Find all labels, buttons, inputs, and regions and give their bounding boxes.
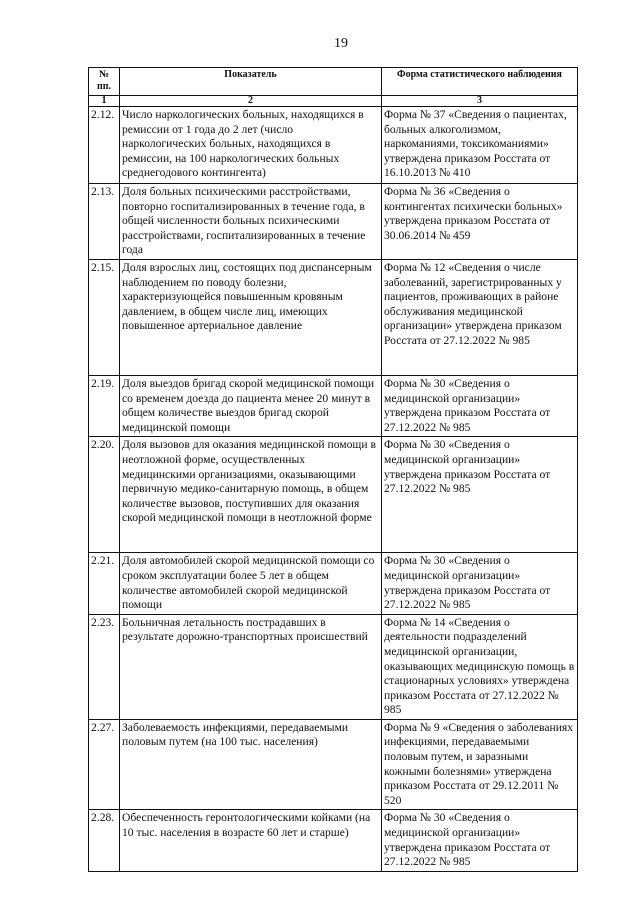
row-form: Форма № 14 «Сведения о деятельности подразделений медицинской организации, оказывающих медицинскую помощь в стационарных условиях» утверждена приказом Росстата от 27.12.2022 № 985 [382, 614, 578, 719]
table-row [89, 553, 578, 614]
column-number-1: 1 [89, 96, 120, 107]
table-row [89, 375, 578, 436]
row-indicator: Заболеваемость инфекциями, передаваемыми половым путем (на 100 тыс. населения) [120, 719, 382, 810]
indicators-table [88, 67, 578, 872]
row-form: Форма № 30 «Сведения о медицинской организации» утверждена приказом Росстата от 27.12.2022 № 985 [382, 553, 578, 614]
column-number-row [89, 96, 578, 107]
row-indicator: Обеспеченность геронтологическими койками (на 10 тыс. населения в возрасте 60 лет и старше) [120, 810, 382, 871]
row-indicator: Доля вызовов для оказания медицинской помощи в неотложной форме, осуществленных медицинскими организациями, оказывающими первичную медико-санитарную помощь, в общем количестве вызовов, поступивших для оказания скорой медицинской помощи в неотложной форме [120, 437, 382, 553]
row-form: Форма № 9 «Сведения о заболеваниях инфекциями, передаваемыми половым путем, и заразными кожными болезнями» утверждена приказом Росстата от 29.12.2011 № 520 [382, 719, 578, 810]
header-indicator: Показатель [120, 68, 382, 96]
row-number: 2.15. [89, 259, 120, 375]
row-form: Форма № 12 «Сведения о числе заболеваний, зарегистрированных у пациентов, проживающих в районе обслуживания медицинской организации» утверждена приказом Росстата от 27.12.2022 № 985 [382, 259, 578, 375]
row-indicator: Число наркологических больных, находящихся в ремиссии от 1 года до 2 лет (число наркологических больных, находящихся в ремиссии, на 100 наркологических больных среднегодового контингента) [120, 107, 382, 184]
row-number: 2.21. [89, 553, 120, 614]
table-header-row [89, 68, 578, 96]
table-row [89, 719, 578, 810]
header-form: Форма статистического наблюдения [382, 68, 578, 96]
table-row [89, 614, 578, 719]
row-number: 2.13. [89, 184, 120, 260]
row-indicator: Доля выездов бригад скорой медицинской помощи со временем доезда до пациента менее 20 минут в общем количестве выездов бригад скорой медицинской помощи [120, 375, 382, 436]
row-indicator: Доля взрослых лиц, состоящих под диспансерным наблюдением по поводу болезни, характеризующейся повышенным кровяным давлением, в общем числе лиц, имеющих повышенное артериальное давление [120, 259, 382, 375]
row-form: Форма № 36 «Сведения о контингентах психически больных» утверждена приказом Росстата от 30.06.2014 № 459 [382, 184, 578, 260]
row-form: Форма № 30 «Сведения о медицинской организации» утверждена приказом Росстата от 27.12.2022 № 985 [382, 810, 578, 871]
table-row [89, 184, 578, 260]
row-indicator: Больничная летальность пострадавших в результате дорожно-транспортных происшествий [120, 614, 382, 719]
row-form: Форма № 30 «Сведения о медицинской организации» утверждена приказом Росстата от 27.12.2022 № 985 [382, 375, 578, 436]
table-row [89, 259, 578, 375]
indicators-table-body [89, 68, 578, 872]
column-number-2: 2 [120, 96, 382, 107]
row-indicator: Доля автомобилей скорой медицинской помощи со сроком эксплуатации более 5 лет в общем количестве автомобилей скорой медицинской помощи [120, 553, 382, 614]
column-number-3: 3 [382, 96, 578, 107]
row-number: 2.23. [89, 614, 120, 719]
row-form: Форма № 37 «Сведения о пациентах, больных алкоголизмом, наркоманиями, токсикоманиями» утверждена приказом Росстата от 16.10.2013 № 410 [382, 107, 578, 184]
table-row [89, 810, 578, 871]
row-number: 2.28. [89, 810, 120, 871]
table-row [89, 107, 578, 184]
table-row [89, 437, 578, 553]
row-form: Форма № 30 «Сведения о медицинской организации» утверждена приказом Росстата от 27.12.2022 № 985 [382, 437, 578, 553]
row-number: 2.27. [89, 719, 120, 810]
row-number: 2.20. [89, 437, 120, 553]
page-number: 19 [334, 36, 348, 51]
row-number: 2.19. [89, 375, 120, 436]
row-indicator: Доля больных психическими расстройствами, повторно госпитализированных в течение года, в общей численности больных психическими расстройствами, госпитализированных в течение года [120, 184, 382, 260]
header-num: № пп. [89, 68, 120, 96]
row-number: 2.12. [89, 107, 120, 184]
